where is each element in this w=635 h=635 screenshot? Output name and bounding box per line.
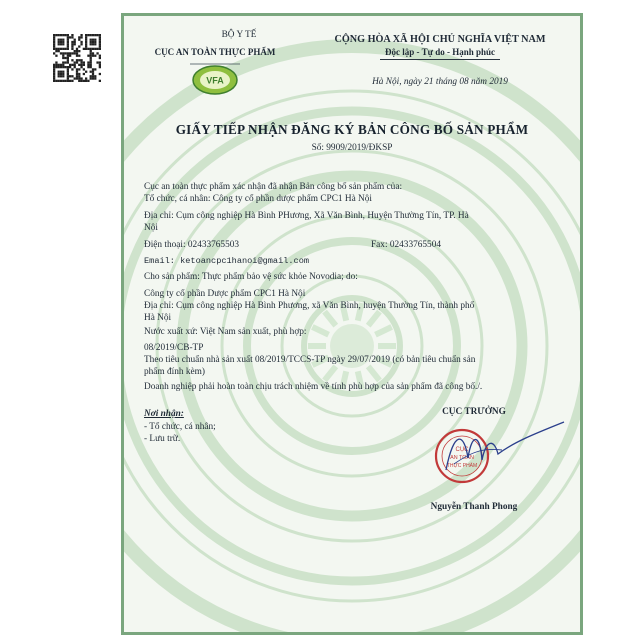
producer-address-continued: Hà Nội (144, 313, 172, 323)
fax-line: Fax: 02433765504 (371, 240, 441, 250)
origin-line: Nước xuất xứ: Việt Nam sản xuất, phù hợp: (144, 327, 307, 337)
vfa-logo (190, 60, 240, 96)
standard-line: Theo tiêu chuẩn nhà sản xuất 08/2019/TCCS-TP ngày 29/07/2019 (có bản tiêu chuẩn sản (144, 355, 476, 365)
place-date: Hà Nội, ngày 21 tháng 08 năm 2019 (372, 77, 508, 87)
phone-line: Điện thoại: 02433765503 (144, 240, 240, 250)
standard-line-continued: phẩm đính kèm) (144, 367, 205, 377)
standard-code: 08/2019/CB-TP (144, 343, 204, 353)
product-line: Cho sản phẩm: Thực phẩm bảo vệ sức khỏe Novodia; do: (144, 272, 358, 282)
responsibility-line: Doanh nghiệp phải hoàn toàn chịu trách nhiệm về tính phù hợp của sản phẩm đã công bố./. (144, 382, 483, 392)
address-line: Địa chỉ: Cụm công nghiệp Hà Bình PHương, Xã Văn Bình, Huyện Thường Tín, TP. Hà (144, 211, 469, 221)
svg-text:VFA: VFA (206, 75, 224, 86)
document-title: GIẤY TIẾP NHẬN ĐĂNG KÝ BẢN CÔNG BỐ SẢN PHẨM (175, 122, 529, 137)
certificate-document (121, 13, 583, 635)
recipients-label: Nơi nhận: (144, 409, 184, 419)
stamp-text-3: THỰC PHẨM (446, 463, 478, 469)
address-line-continued: Nội (144, 223, 158, 233)
organization-line: Tổ chức, cá nhân: Công ty cổ phần dược phẩm CPC1 Hà Nội (144, 194, 373, 204)
producer-address-line: Địa chỉ: Cụm công nghiệp Hà Bình Phương, xã Văn Bình, huyện Thường Tín, thành phố (144, 301, 475, 311)
national-motto: Độc lập - Tự do - Hạnh phúc (384, 47, 495, 57)
signer-name: Nguyễn Thanh Phong (430, 502, 518, 512)
signer-title: CỤC TRƯỞNG (442, 407, 506, 417)
country-name: CỘNG HÒA XÃ HỘI CHỦ NGHĨA VIỆT NAM (334, 34, 546, 45)
recipient-item: - Lưu trữ. (144, 434, 181, 444)
recipient-item: - Tổ chức, cá nhân; (144, 422, 216, 432)
intro-text: Cục an toàn thực phẩm xác nhận đã nhận Bản công bố sản phẩm của: (144, 182, 403, 192)
email-line: Email: ketoancpc1hanoi@gmail.com (144, 256, 310, 266)
qr-code (53, 34, 101, 82)
producer-line: Công ty cổ phần Dược phẩm CPC1 Hà Nội (144, 289, 306, 299)
motto-underline (380, 59, 500, 60)
stamp-text-1: CỤC (455, 447, 469, 453)
bronze-drum-pattern (124, 16, 580, 632)
stamp-text-2: AN TOÀN (450, 455, 474, 461)
department-name: CỤC AN TOÀN THỰC PHẨM (154, 47, 276, 57)
ministry-name: BỘ Y TẾ (221, 30, 257, 40)
document-number: Số: 9909/2019/ĐKSP (311, 143, 393, 153)
official-stamp-signature (424, 420, 574, 486)
